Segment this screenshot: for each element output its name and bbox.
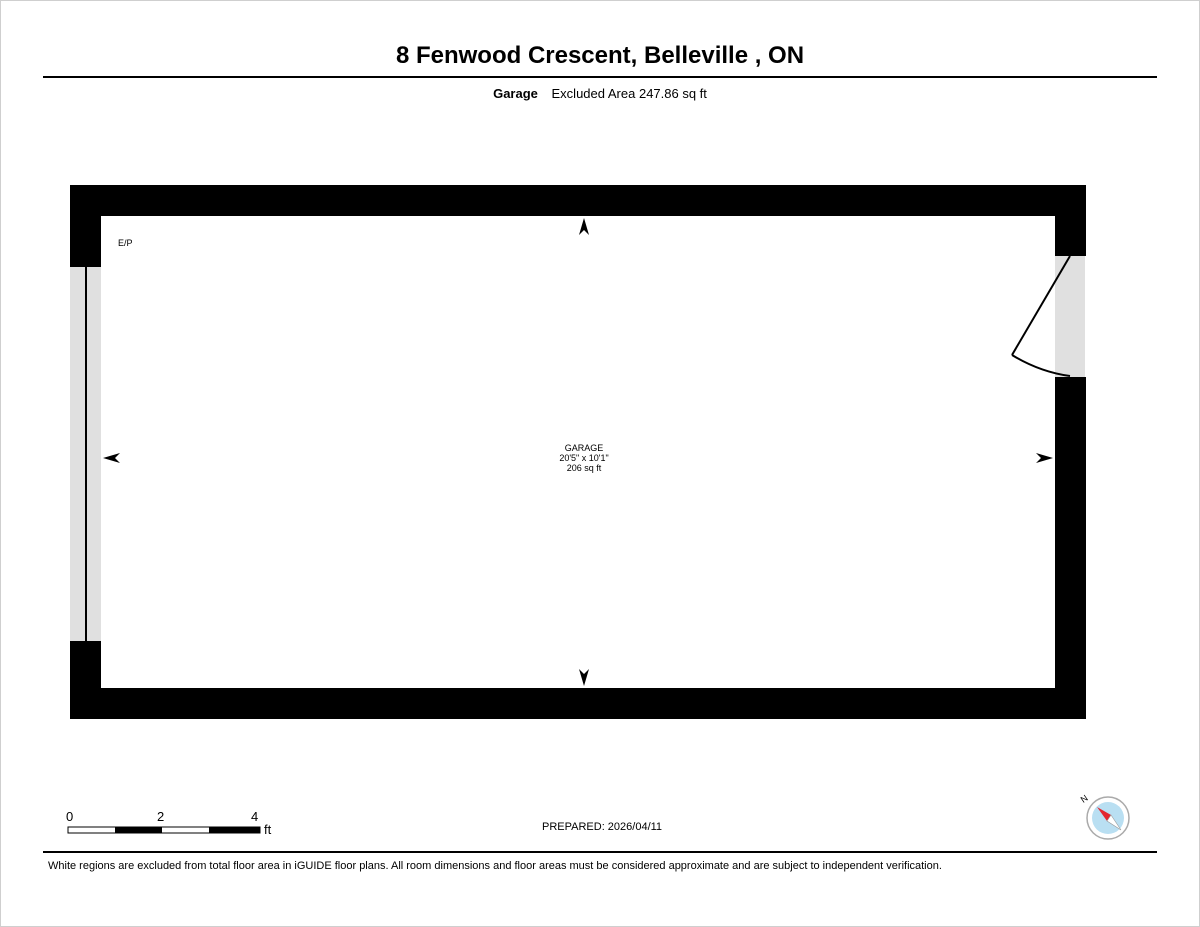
electrical-panel-label: E/P bbox=[118, 238, 133, 248]
scale-bar-segment bbox=[115, 827, 162, 833]
footer-rule bbox=[43, 851, 1157, 853]
footer-disclaimer: White regions are excluded from total floor area in iGUIDE floor plans. All room dimensions and floor areas must be considered approximate and are subject to independent verification. bbox=[48, 860, 942, 872]
wall-left-lower bbox=[70, 641, 101, 719]
room-area: 206 sq ft bbox=[566, 463, 602, 473]
arrow-down-icon bbox=[579, 669, 589, 686]
scale-tick-label: 4 bbox=[251, 809, 259, 824]
room-name: GARAGE bbox=[564, 443, 604, 453]
prepared-date: PREPARED: 2026/04/11 bbox=[542, 821, 663, 833]
scale-bar-segment bbox=[209, 827, 260, 833]
compass-north-label: N bbox=[1078, 792, 1090, 805]
compass-icon bbox=[1078, 790, 1138, 850]
arrow-left-icon bbox=[103, 453, 120, 463]
wall-top bbox=[70, 185, 1086, 216]
scale-unit: ft bbox=[264, 822, 272, 837]
scale-tick-label: 2 bbox=[157, 809, 165, 824]
level-name: Garage bbox=[493, 86, 538, 101]
excluded-area: Excluded Area 247.86 sq ft bbox=[551, 86, 707, 101]
arrow-right-icon bbox=[1036, 453, 1053, 463]
arrow-up-icon bbox=[579, 218, 589, 235]
wall-right-upper bbox=[1055, 185, 1086, 256]
wall-right-lower bbox=[1055, 377, 1086, 719]
room-label-garage bbox=[534, 443, 634, 473]
page-title: 8 Fenwood Crescent, Belleville , ON bbox=[395, 42, 805, 69]
wall-left-upper bbox=[70, 185, 101, 267]
wall-bottom bbox=[70, 688, 1086, 719]
scale-tick-label: 0 bbox=[66, 809, 74, 824]
room-dimensions: 20'5" x 10'1" bbox=[559, 453, 609, 463]
